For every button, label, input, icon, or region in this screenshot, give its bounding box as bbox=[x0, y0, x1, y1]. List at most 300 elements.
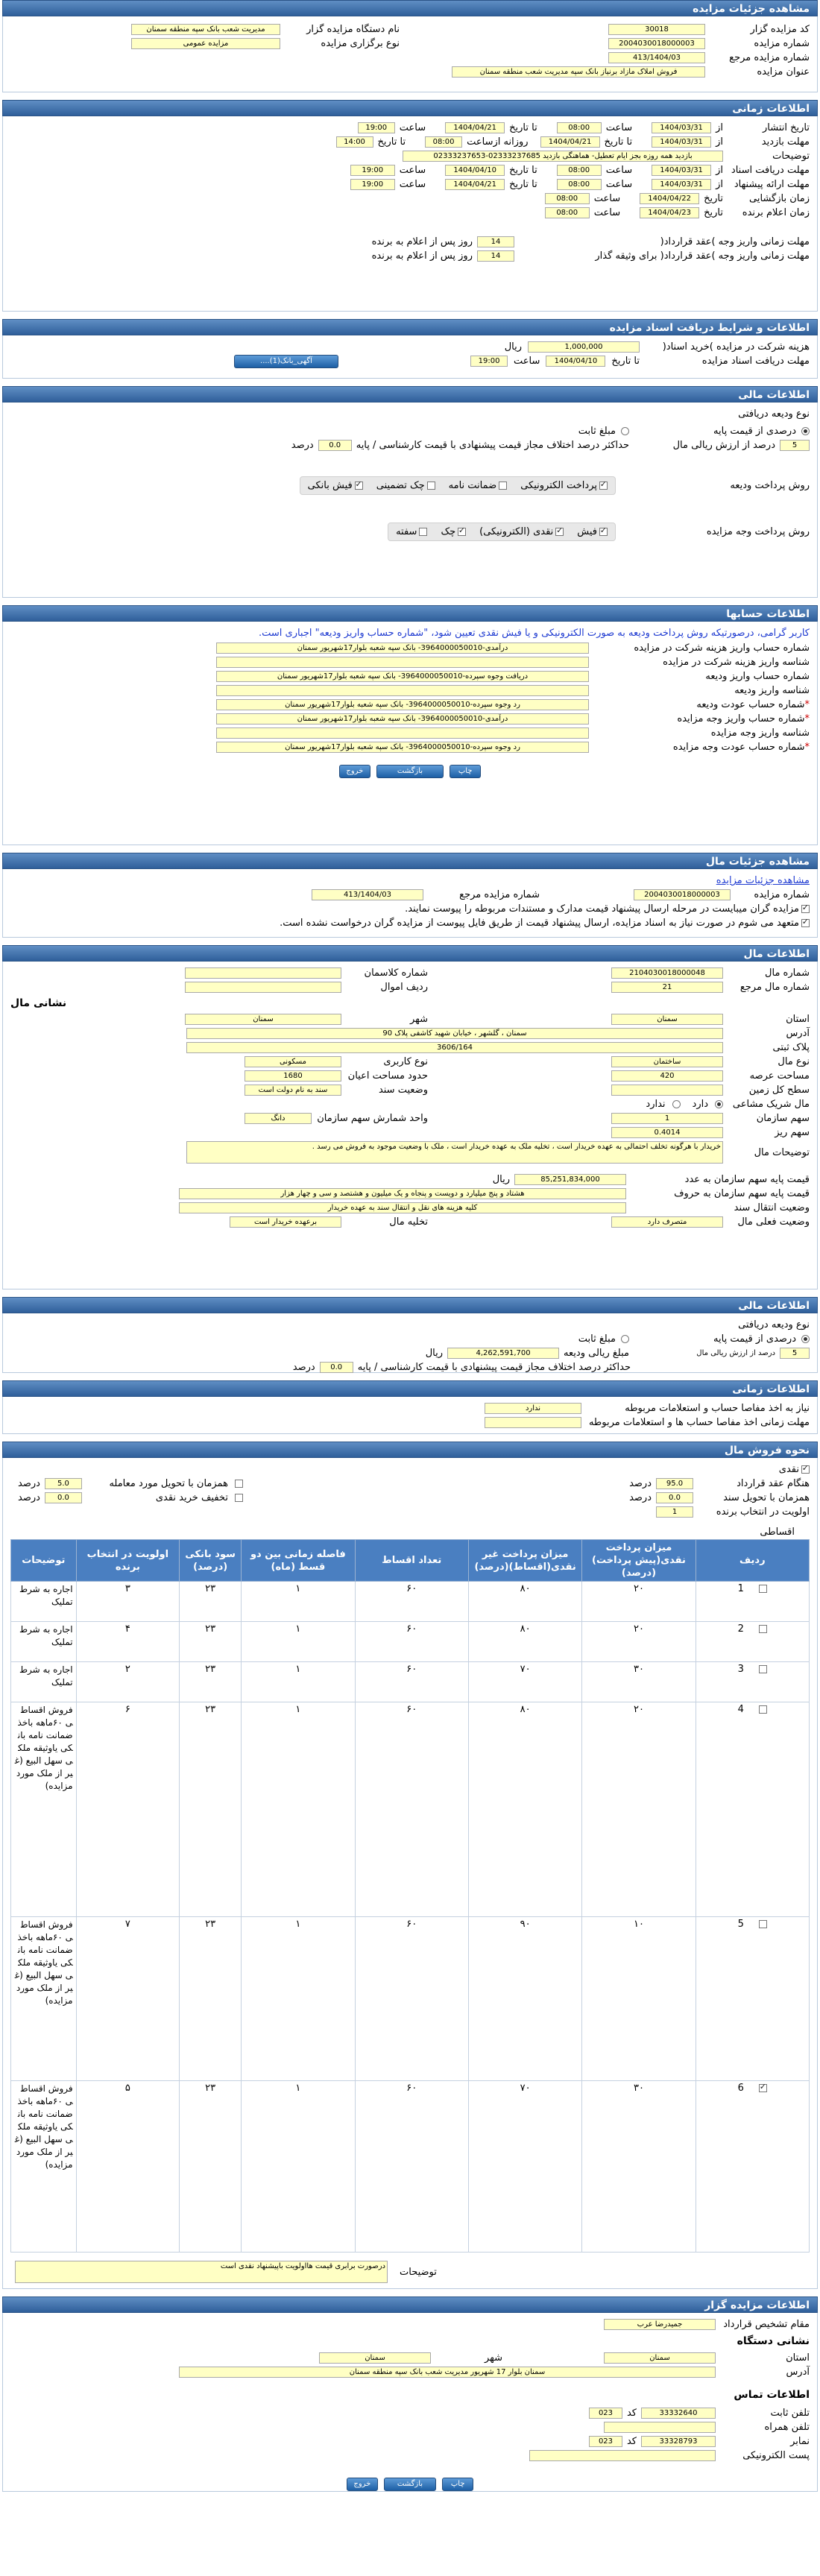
fax-code-field: 023 bbox=[589, 2436, 622, 2447]
partner-no-radio[interactable] bbox=[672, 1100, 681, 1108]
gap-cell bbox=[242, 1662, 355, 1702]
date-label: تاریخ bbox=[704, 193, 723, 204]
row-checkbox[interactable] bbox=[759, 1625, 767, 1633]
doc-from-time: 08:00 bbox=[557, 165, 602, 176]
cash-cell-text: ۳۰ bbox=[633, 2083, 644, 2094]
row-number bbox=[696, 1582, 809, 1622]
asset-address-title: نشانی مال bbox=[10, 997, 67, 1009]
account-row bbox=[10, 698, 810, 712]
checkbox-icon bbox=[419, 528, 427, 536]
auction-type-field: مزایده عمومی bbox=[131, 38, 280, 49]
count-cell-text: ۶۰ bbox=[406, 1664, 417, 1675]
section-header-financial2 bbox=[2, 1297, 818, 1313]
section-title: مشاهده جزئیات مال bbox=[705, 856, 810, 868]
deposit-deadline-suffix: روز پس از اعلام به برنده bbox=[371, 236, 473, 247]
current-status-field: متصرف دارد bbox=[611, 1216, 723, 1228]
pay-method-label-text: چک bbox=[441, 525, 456, 537]
noncash-cell-text: ۸۰ bbox=[520, 1623, 531, 1635]
checkbox-icon bbox=[599, 528, 608, 536]
attach-docs-checkbox[interactable] bbox=[801, 905, 810, 913]
publish-from-time: 08:00 bbox=[557, 122, 602, 133]
section-title: اطلاعات مال bbox=[743, 948, 810, 960]
section-header-documents bbox=[2, 319, 818, 335]
class-label: شماره کلاسمان bbox=[364, 967, 428, 979]
deposit-deadline2-days: 14 bbox=[477, 250, 514, 262]
auction-number-label: شماره مزایده bbox=[754, 38, 810, 49]
table-row bbox=[11, 1662, 810, 1702]
pay-method-box bbox=[300, 476, 616, 495]
open-date-field: 1404/04/22 bbox=[640, 193, 699, 204]
section-title: اطلاعات حسابها bbox=[726, 608, 810, 620]
section-header-asset-info bbox=[2, 945, 818, 962]
code-label: کد bbox=[626, 2408, 637, 2419]
section-header-sale-method bbox=[2, 1442, 818, 1458]
row-number-text: 6 bbox=[737, 2083, 744, 2094]
back-button[interactable]: بازگشت bbox=[376, 765, 444, 778]
asset-row-field bbox=[185, 982, 341, 993]
gap-cell bbox=[242, 1622, 355, 1662]
doc-to-time: 19:00 bbox=[350, 165, 395, 176]
account-row bbox=[10, 740, 810, 754]
from-label: از bbox=[716, 122, 723, 133]
priority-cell bbox=[76, 1582, 180, 1622]
col-cash: میزان پرداخت نقدی(پیش پرداخت)(درصد) bbox=[582, 1540, 696, 1582]
organizer-name-field: مدیریت شعب بانک سپه منطقه سمنان bbox=[131, 24, 280, 35]
contract-field: 95.0 bbox=[656, 1478, 693, 1489]
fee-label: هزینه شرکت در مزایده )خرید اسناد( bbox=[662, 341, 810, 353]
col-gap: فاصله زمانی بین دو قسط (ماه) bbox=[242, 1540, 355, 1582]
col-priority: اولویت در انتخاب برنده bbox=[76, 1540, 180, 1582]
account-row bbox=[10, 641, 810, 655]
noncash-cell bbox=[468, 1582, 581, 1622]
gap-cell-text: ۱ bbox=[295, 1919, 301, 1930]
doc-to-field: 1404/04/10 bbox=[445, 165, 505, 176]
table-row bbox=[11, 1917, 810, 2081]
contact-title: اطلاعات تماس bbox=[734, 2389, 810, 2401]
time-label: ساعت bbox=[514, 356, 540, 367]
org-share-field: 1 bbox=[611, 1113, 723, 1124]
rate-cell-text: ۲۳ bbox=[205, 2083, 216, 2094]
percent-unit: درصد bbox=[629, 1478, 652, 1489]
evict-label: تخلیه مال bbox=[389, 1216, 428, 1228]
address-field: سمنان بلوار 17 شهریور مدیریت شعب بانک سپه منطقه سمنان bbox=[179, 2367, 716, 2378]
col-row: ردیف bbox=[696, 1540, 809, 1582]
account-label bbox=[593, 671, 810, 682]
phone-field: 33332640 bbox=[641, 2408, 716, 2419]
time-label: ساعت bbox=[593, 207, 621, 218]
cash-cell bbox=[582, 1582, 696, 1622]
pay-method-electronic[interactable] bbox=[520, 480, 608, 491]
priority-cell-text: ۲ bbox=[124, 1664, 130, 1675]
section-title: اطلاعات مزایده گزار bbox=[704, 2299, 810, 2311]
organizer-buttons bbox=[10, 2478, 810, 2491]
deliver-checkbox[interactable] bbox=[235, 1480, 243, 1488]
exit-button[interactable]: خروج bbox=[347, 2478, 378, 2491]
exit-button[interactable]: خروج bbox=[339, 765, 370, 778]
row-number bbox=[696, 1702, 809, 1917]
account-label-text: شماره حساب عودت ودیعه bbox=[696, 699, 805, 710]
section-header-accounts bbox=[2, 605, 818, 622]
account-value-field bbox=[216, 727, 589, 739]
rate-cell bbox=[180, 2081, 242, 2253]
announce-time-field: 08:00 bbox=[545, 207, 590, 218]
province-field: سمنان bbox=[604, 2352, 716, 2364]
visit-desc-label: توضیحات bbox=[772, 151, 810, 162]
deliver2-field: 0.0 bbox=[656, 1492, 693, 1503]
time-label: ساعت bbox=[605, 179, 633, 190]
area-field: 420 bbox=[611, 1070, 723, 1082]
noncash-cell bbox=[468, 1622, 581, 1662]
city-field: سمنان bbox=[185, 1014, 341, 1025]
pay2-cash[interactable] bbox=[479, 526, 564, 537]
row-number bbox=[696, 1662, 809, 1702]
contract-label: هنگام عقد قرارداد bbox=[737, 1478, 810, 1489]
back-button[interactable]: بازگشت bbox=[384, 2478, 436, 2491]
row-checkbox[interactable] bbox=[759, 2084, 767, 2092]
partner-label: مال شریک مشاعی bbox=[732, 1099, 810, 1110]
section-header-time2 bbox=[2, 1380, 818, 1397]
bank-notice-file-button[interactable]: آگهی_بانک(1).... bbox=[234, 355, 338, 368]
built-label: حدود مساحت اعیان bbox=[347, 1070, 428, 1082]
count-cell bbox=[355, 1582, 468, 1622]
row-checkbox[interactable] bbox=[759, 1920, 767, 1928]
row-number-text: 5 bbox=[737, 1919, 744, 1930]
clearance-time-field bbox=[485, 1417, 581, 1428]
fixed-radio[interactable] bbox=[621, 427, 629, 435]
asset-ref-label: شماره مال مرجع bbox=[739, 982, 810, 993]
percent-text: درصد از ارزش ریالی مال bbox=[696, 1349, 775, 1357]
percent-unit: درصد bbox=[629, 1492, 652, 1503]
open-time-field: 08:00 bbox=[545, 193, 590, 204]
table-row bbox=[11, 1582, 810, 1622]
gap-cell-text: ۱ bbox=[295, 1664, 301, 1675]
required-star-icon: * bbox=[804, 713, 810, 724]
row-number-text: 1 bbox=[737, 1583, 744, 1594]
deposit-deadline2-label: مهلت زمانی واریز وجه )عقد قرارداد( برای وثیقه گذار bbox=[595, 250, 810, 262]
checkbox-icon bbox=[499, 482, 507, 490]
financial-panel bbox=[2, 402, 818, 598]
installments-table bbox=[10, 1539, 810, 2253]
price-words-field: هشتاد و پنج میلیارد و دویست و پنجاه و یک میلیون و هشتصد و سی و چهار هزار bbox=[179, 1188, 626, 1199]
table-row bbox=[11, 1702, 810, 1917]
gap-cell bbox=[242, 1582, 355, 1622]
account-value-field: دریافت وجوه سپرده-3964000050010- بانک سپه شعبه بلوار17شهریور سمنان bbox=[216, 671, 589, 682]
announce-date-field: 1404/04/23 bbox=[640, 207, 699, 218]
priority-label: اولویت در انتخاب برنده bbox=[716, 1506, 810, 1518]
fax-label: نمابر bbox=[790, 2436, 810, 2447]
priority-cell-text: ۳ bbox=[124, 1583, 130, 1594]
cash-checkbox[interactable] bbox=[801, 1465, 810, 1474]
sale-method-panel bbox=[2, 1458, 818, 2289]
count-cell bbox=[355, 1702, 468, 1917]
province-field: سمنان bbox=[611, 1014, 723, 1025]
offer-date-label: مهلت ارائه پیشنهاد bbox=[734, 179, 810, 190]
row-checkbox[interactable] bbox=[759, 1585, 767, 1593]
noncash-cell bbox=[468, 1662, 581, 1702]
rate-cell-text: ۲۳ bbox=[205, 1704, 216, 1715]
deliver-label: همزمان با تحویل مورد معامله bbox=[109, 1478, 228, 1489]
account-label-text: شماره حساب واریز ودیعه bbox=[705, 671, 810, 682]
from-label: از bbox=[716, 136, 723, 148]
desc-cell-text: فروش اقساطی ۶۰ماهه باخذ ضمانت نامه بانکی یاوثیقه ملکی سهل البیع (غیر از ملک مورد مزایده) bbox=[14, 1919, 73, 2006]
doc-date-label: مهلت دریافت اسناد bbox=[731, 165, 810, 176]
percent-unit: درصد bbox=[18, 1478, 40, 1489]
account-value-field: رد وجوه سپرده-3964000050010- بانک سپه شعبه بلوار17شهریور سمنان bbox=[216, 742, 589, 753]
print-button[interactable]: چاپ bbox=[442, 2478, 473, 2491]
asset-type-field: ساختمان bbox=[611, 1056, 723, 1067]
section-title: اطلاعات مالی bbox=[738, 1300, 810, 1312]
account-label bbox=[593, 643, 810, 654]
asset-details-panel bbox=[2, 869, 818, 938]
asset-desc-label: توضیحات مال bbox=[754, 1146, 810, 1158]
address-label: آدرس bbox=[786, 1028, 810, 1039]
noncash-cell bbox=[468, 1702, 581, 1917]
organizer-name-label: نام دستگاه مزایده گزار bbox=[306, 24, 400, 35]
deposit-type-label: نوع ودیعه دریافتی bbox=[738, 408, 810, 420]
noncash-cell-text: ۸۰ bbox=[520, 1704, 531, 1715]
pay-method2-label: روش پرداخت وجه مزایده bbox=[706, 525, 810, 537]
city-field: سمنان bbox=[319, 2352, 431, 2364]
visit-time-to: 14:00 bbox=[336, 136, 373, 148]
auction-details-link[interactable]: مشاهده جزئیات مزایده bbox=[716, 875, 810, 886]
doc-from-field: 1404/03/31 bbox=[652, 165, 711, 176]
account-list bbox=[10, 641, 810, 754]
count-cell-text: ۶۰ bbox=[406, 1704, 417, 1715]
account-value-field: درآمدی-3964000050010- بانک سپه شعبه بلوار17شهریور سمنان bbox=[216, 643, 589, 654]
visit-to-field: 1404/04/21 bbox=[540, 136, 600, 148]
section-header-organizer bbox=[2, 2296, 818, 2313]
commit-checkbox[interactable] bbox=[801, 919, 810, 927]
count-cell bbox=[355, 2081, 468, 2253]
pay-method-cheque[interactable] bbox=[376, 480, 435, 491]
pay-method-label-text: نقدی (الکترونیکی) bbox=[479, 525, 554, 537]
auction-ref-field: 413/1404/03 bbox=[312, 889, 423, 900]
auction-ref-field: 413/1404/03 bbox=[608, 52, 705, 63]
section-title: مشاهده جزئیات مزایده bbox=[693, 3, 810, 15]
gap-cell-text: ۱ bbox=[295, 1704, 301, 1715]
built-field: 1680 bbox=[245, 1070, 341, 1082]
account-row bbox=[10, 712, 810, 726]
cash-cell-text: ۲۰ bbox=[633, 1583, 644, 1594]
transfer-label: وضعیت انتقال سند bbox=[734, 1202, 810, 1213]
priority-cell bbox=[76, 1622, 180, 1662]
currency-label: ریال bbox=[425, 1348, 444, 1359]
gap-cell-text: ۱ bbox=[295, 1623, 301, 1635]
discount-field: 0.0 bbox=[45, 1492, 82, 1503]
auction-title-field: فروش املاک مازاد برنیاز بانک سپه مدیریت شعب منطقه سمنان bbox=[452, 66, 705, 78]
fax-field: 33328793 bbox=[641, 2436, 716, 2447]
auction-ref-label: شماره مزایده مرجع bbox=[729, 52, 810, 63]
pay-method-label-text: فیش bbox=[577, 525, 597, 537]
col-rate: سود بانکی (درصد) bbox=[180, 1540, 242, 1582]
auction-title-label: عنوان مزایده bbox=[757, 66, 810, 78]
account-row bbox=[10, 655, 810, 669]
rate-cell bbox=[180, 1582, 242, 1622]
noncash-cell-text: ۷۰ bbox=[520, 1664, 531, 1675]
notes-label: توضیحات bbox=[400, 2266, 437, 2278]
date-label: تاریخ bbox=[704, 207, 723, 218]
checkbox-icon bbox=[555, 528, 564, 536]
auction-ref-label: شماره مزایده مرجع bbox=[459, 889, 540, 900]
percent-radio[interactable] bbox=[801, 427, 810, 435]
pay-method-guarantee[interactable] bbox=[449, 480, 508, 491]
noncash-cell-text: ۹۰ bbox=[520, 1919, 531, 1930]
open-date-label: زمان بازگشایی bbox=[749, 193, 810, 204]
asset-info-panel bbox=[2, 962, 818, 1289]
account-row bbox=[10, 669, 810, 684]
row-checkbox[interactable] bbox=[759, 1705, 767, 1714]
doc-status-label: وضعیت سند bbox=[378, 1085, 428, 1096]
currency-label: ریال bbox=[504, 341, 522, 353]
account-value-field bbox=[216, 657, 589, 668]
installment-label: اقساطی bbox=[760, 1527, 795, 1538]
to-label: تا تاریخ bbox=[604, 136, 633, 148]
max-diff-label: حداکثر درصد اختلاف مجاز قیمت پیشنهادی با قیمت کارشناسی / پایه bbox=[357, 1362, 631, 1373]
price-field: 85,251,834,000 bbox=[514, 1174, 626, 1185]
rate-cell-text: ۲۳ bbox=[205, 1919, 216, 1930]
max-diff-label: حداکثر درصد اختلاف مجاز قیمت پیشنهادی با قیمت کارشناسی / پایه bbox=[356, 440, 629, 451]
doc-status-field: سند به نام دولت است bbox=[245, 1085, 341, 1096]
partner-yes-label: دارد bbox=[692, 1099, 708, 1110]
currency-label: ریال bbox=[492, 1174, 510, 1185]
province-label: استان bbox=[786, 2352, 810, 2364]
rate-cell-text: ۲۳ bbox=[205, 1623, 216, 1635]
time-label: ساعت bbox=[399, 179, 426, 190]
print-button[interactable]: چاپ bbox=[450, 765, 481, 778]
pay2-promissory[interactable] bbox=[396, 526, 427, 537]
offer-from-time: 08:00 bbox=[557, 179, 602, 190]
asset-number-label: شماره مال bbox=[765, 967, 810, 979]
pay-method-slip[interactable] bbox=[308, 480, 363, 491]
fee-field: 1,000,000 bbox=[528, 341, 640, 353]
account-label-text: شماره حساب واریز هزینه شرکت در مزایده bbox=[634, 643, 810, 654]
share-field: 0.4014 bbox=[611, 1127, 723, 1138]
fixed-radio[interactable] bbox=[621, 1335, 629, 1343]
address-field: سمنان ، گلشهر ، خیابان شهید کاشفی پلاک 90 bbox=[186, 1028, 723, 1039]
account-label bbox=[593, 742, 810, 753]
offer-from-field: 1404/03/31 bbox=[652, 179, 711, 190]
count-cell-text: ۶۰ bbox=[406, 1583, 417, 1594]
doc-deadline-label: مهلت دریافت اسناد مزایده bbox=[701, 356, 810, 367]
time-label: ساعت bbox=[399, 165, 426, 176]
price-words-label: قیمت پایه سهم سازمان به حروف bbox=[674, 1188, 810, 1199]
code-label: کد bbox=[626, 2436, 637, 2447]
email-label: پست الکترونیکی bbox=[742, 2450, 810, 2461]
pay-method2-box bbox=[388, 523, 616, 541]
desc-cell-text: فروش اقساطی ۶۰ماهه باخذ ضمانت نامه بانکی یاوثیقه ملکی سهل البیع (غیر از ملک مورد مزایده) bbox=[14, 2083, 73, 2170]
desc-cell-text: اجاره به شرط تملیک bbox=[19, 1584, 73, 1607]
account-label-text: شناسه واریز ودیعه bbox=[734, 685, 810, 696]
pay2-cheque[interactable] bbox=[441, 526, 466, 537]
city-label: شهر bbox=[484, 2352, 502, 2364]
required-star-icon: * bbox=[804, 742, 810, 753]
priority-cell bbox=[76, 1917, 180, 2081]
cash-cell bbox=[582, 1917, 696, 2081]
accounts-notice: کاربر گرامی، درصورتیکه روش پرداخت ودیعه به صورت الکترونیکی و یا فیش نقدی تعیین شود، "شماره حساب واریز ودیعه" اجباری است. bbox=[258, 628, 810, 639]
deliver2-label: همزمان با تحویل سند bbox=[723, 1492, 810, 1503]
accounts-panel bbox=[2, 622, 818, 845]
partner-no-label: ندارد bbox=[646, 1099, 666, 1110]
desc-cell-text: اجاره به شرط تملیک bbox=[19, 1624, 73, 1647]
desc-cell bbox=[11, 1662, 77, 1702]
level-field bbox=[611, 1085, 723, 1096]
priority-field: 1 bbox=[656, 1506, 693, 1518]
auction-number-field: 2004030018000003 bbox=[634, 889, 731, 900]
desc-cell bbox=[11, 1582, 77, 1622]
fixed-label: مبلغ ثابت bbox=[578, 1333, 616, 1345]
visit-time-from: 08:00 bbox=[425, 136, 462, 148]
checkbox-icon bbox=[355, 482, 363, 490]
percent-radio[interactable] bbox=[801, 1335, 810, 1343]
address-label: آدرس bbox=[786, 2367, 810, 2378]
installments-body bbox=[11, 1582, 810, 2253]
priority-cell bbox=[76, 2081, 180, 2253]
asset-row-label: ردیف اموال bbox=[380, 982, 428, 993]
area-label: مساحت عرصه bbox=[749, 1070, 810, 1082]
pay-method-label-text: سفته bbox=[396, 525, 417, 537]
auction-code-label: کد مزایده گزار bbox=[750, 24, 810, 35]
priority-cell-text: ۶ bbox=[124, 1704, 130, 1715]
section-title: اطلاعات و شرایط دریافت اسناد مزایده bbox=[609, 322, 810, 334]
rate-cell bbox=[180, 1622, 242, 1662]
time-label: ساعت bbox=[399, 122, 426, 133]
auction-number-field: 2004030018000003 bbox=[608, 38, 705, 49]
priority-cell-text: ۷ bbox=[124, 1919, 130, 1930]
to-label: تا تاریخ bbox=[611, 356, 640, 367]
count-cell-text: ۶۰ bbox=[406, 1623, 417, 1635]
discount-checkbox[interactable] bbox=[235, 1494, 243, 1502]
deposit-deadline-label: مهلت زمانی واریز وجه )عقد قرارداد( bbox=[660, 236, 810, 247]
desc-cell bbox=[11, 1622, 77, 1662]
max-diff-unit: درصد bbox=[292, 1362, 315, 1373]
desc-cell bbox=[11, 1702, 77, 1917]
pay-method-label-text: چک تضمینی bbox=[376, 479, 425, 491]
gap-cell-text: ۱ bbox=[295, 2083, 301, 2094]
table-row bbox=[11, 2081, 810, 2253]
auction-type-label: نوع برگزاری مزایده bbox=[321, 38, 400, 49]
desc-cell-text: اجاره به شرط تملیک bbox=[19, 1664, 73, 1688]
unit-label: واحد شمارش سهم سازمان bbox=[317, 1113, 428, 1124]
financial2-panel bbox=[2, 1313, 818, 1373]
noncash-cell bbox=[468, 2081, 581, 2253]
col-count: تعداد اقساط bbox=[355, 1540, 468, 1582]
row-checkbox[interactable] bbox=[759, 1665, 767, 1673]
priority-cell bbox=[76, 1702, 180, 1917]
account-label bbox=[593, 657, 810, 668]
percent-label: درصدی از قیمت پایه bbox=[713, 426, 796, 437]
account-row bbox=[10, 684, 810, 698]
from-label: از bbox=[716, 165, 723, 176]
section-title: اطلاعات مالی bbox=[738, 389, 810, 401]
priority-cell-text: ۴ bbox=[124, 1623, 130, 1635]
noncash-cell-text: ۸۰ bbox=[520, 1583, 531, 1594]
from-label: از bbox=[716, 179, 723, 190]
organizer-panel bbox=[2, 2313, 818, 2492]
percent-unit: درصد bbox=[18, 1492, 40, 1503]
noncash-cell bbox=[468, 1917, 581, 2081]
account-label-text: شناسه واریز هزینه شرکت در مزایده bbox=[663, 657, 810, 668]
plak-label: پلاک ثبتی bbox=[772, 1042, 810, 1053]
asset-number-field: 2104030018000048 bbox=[611, 967, 723, 979]
account-label bbox=[593, 685, 810, 696]
partner-yes-radio[interactable] bbox=[715, 1100, 723, 1108]
pay2-slip[interactable] bbox=[577, 526, 608, 537]
price-label: قیمت پایه سهم سازمان به عدد bbox=[684, 1174, 810, 1185]
desc-cell bbox=[11, 1917, 77, 2081]
row-number bbox=[696, 1622, 809, 1662]
gap-cell bbox=[242, 1917, 355, 2081]
time-label: ساعت bbox=[605, 165, 633, 176]
